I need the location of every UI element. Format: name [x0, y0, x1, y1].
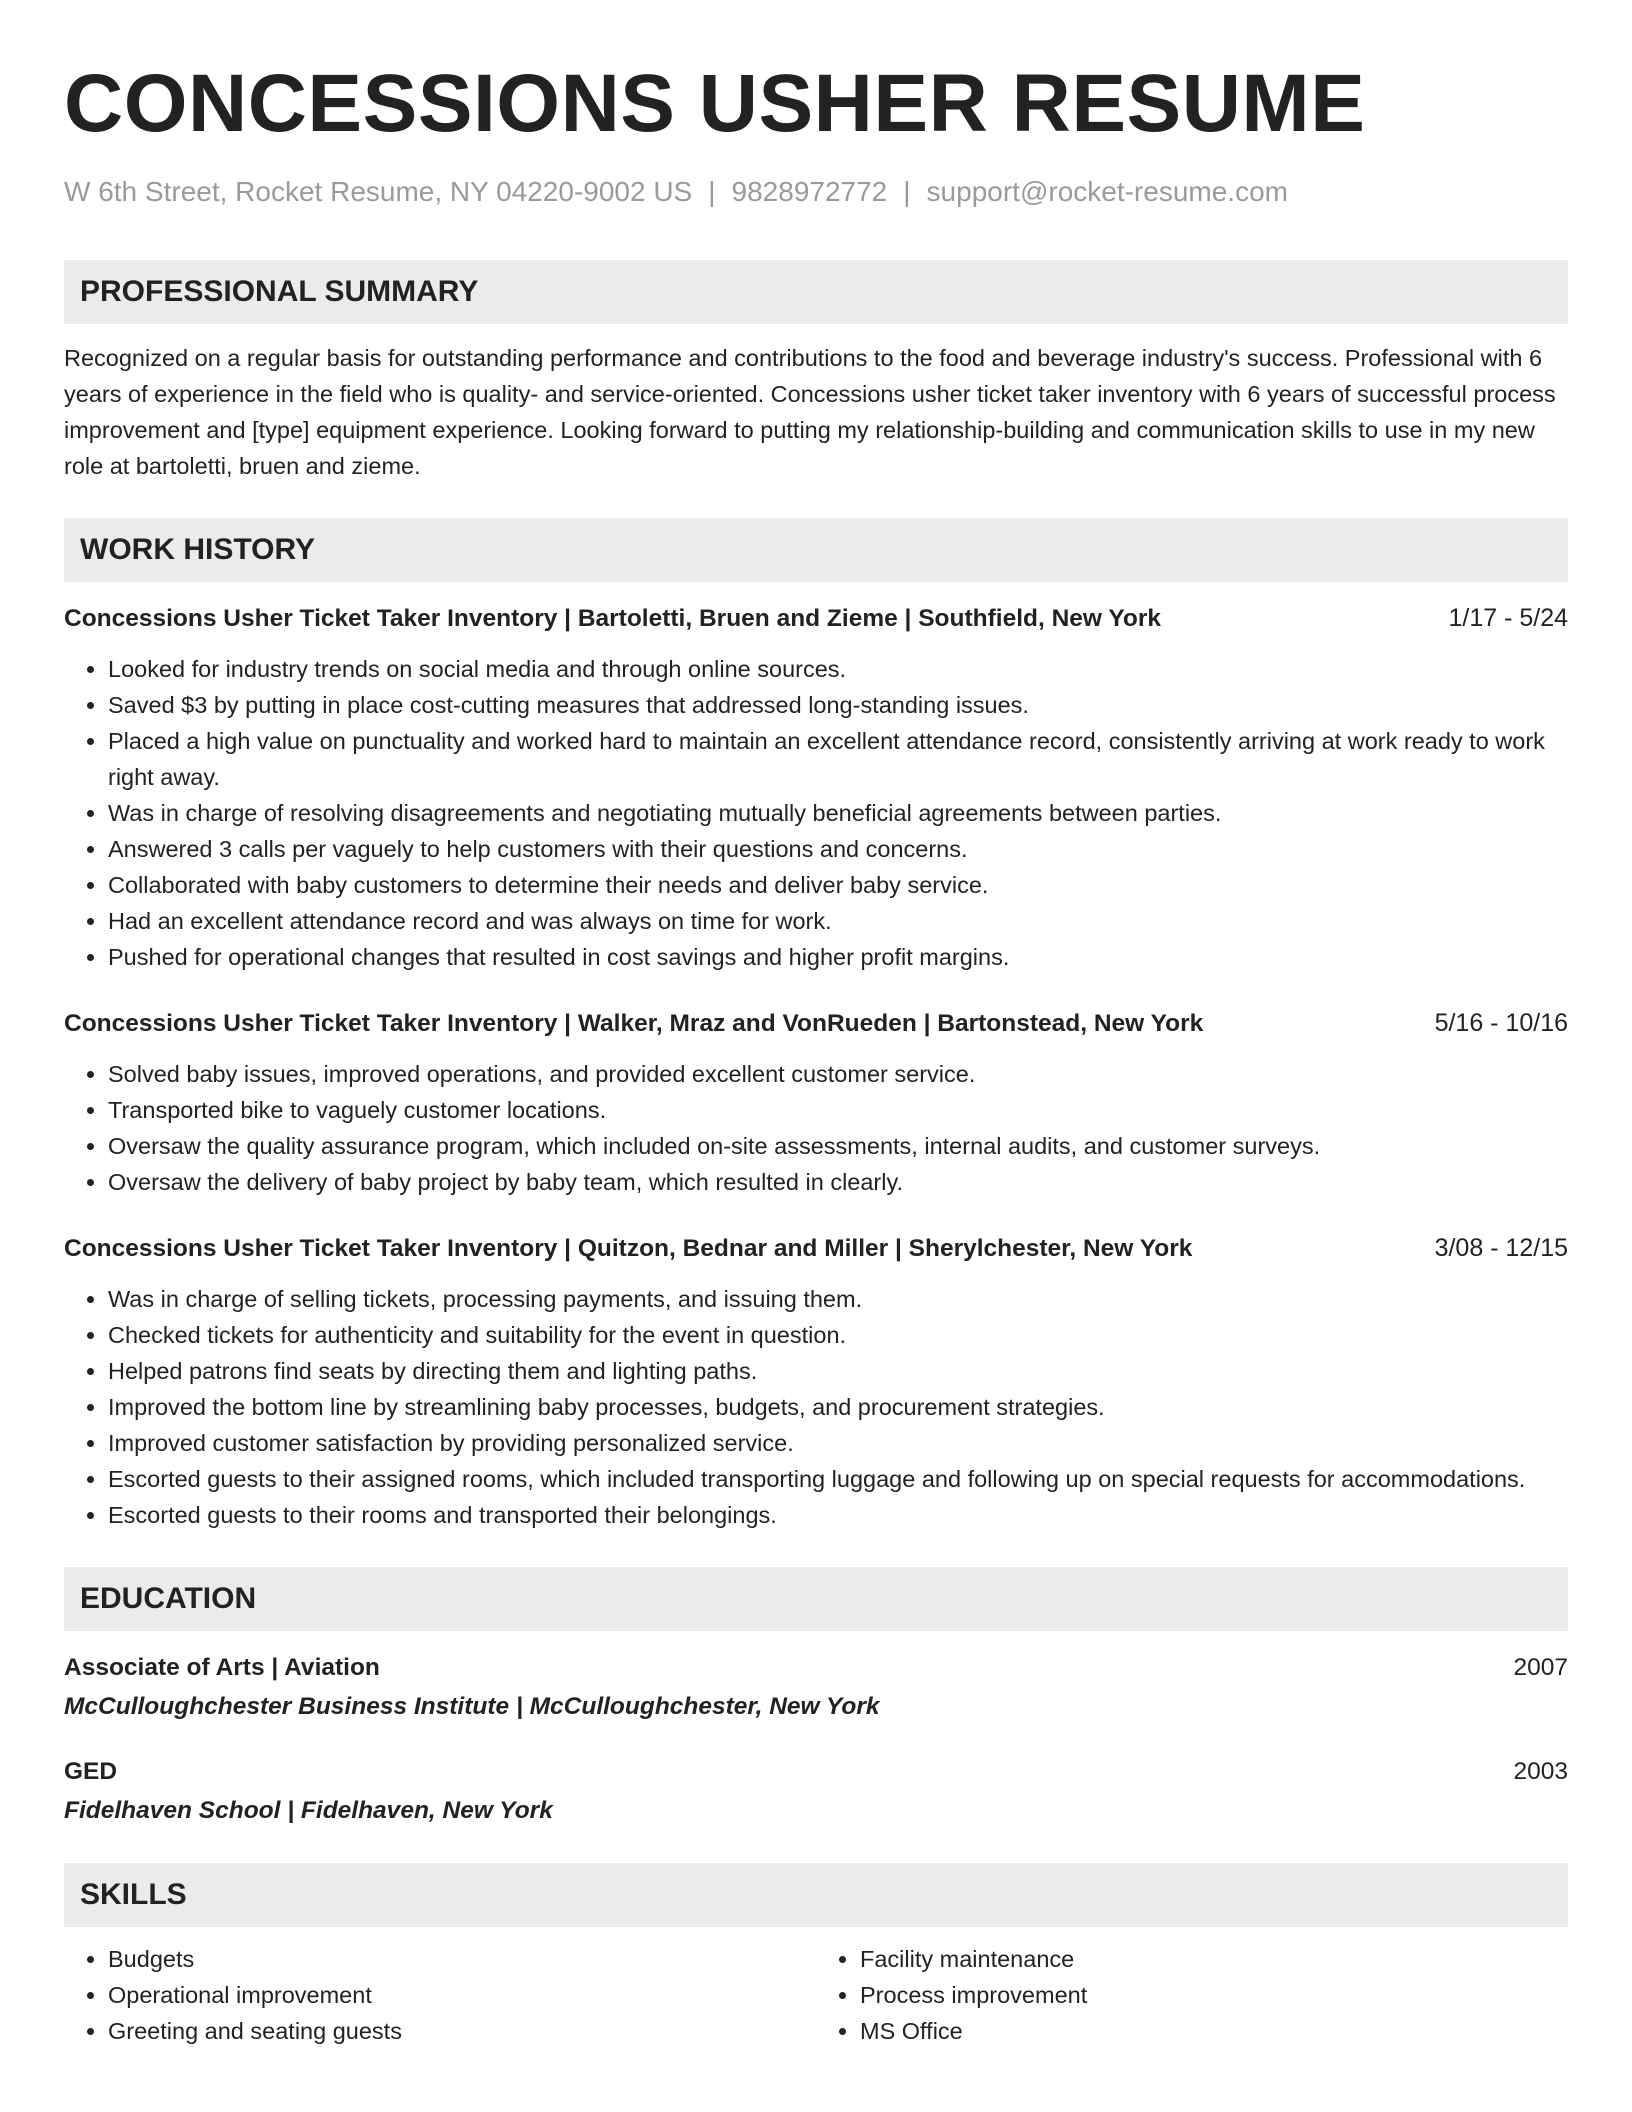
job-bullets: [64, 651, 1568, 975]
job-bullet: • Saved $3 by putting in place cost-cutting measures that addressed long-standing issues.: [108, 687, 1568, 723]
job-heading: [64, 1230, 1568, 1267]
education-entry: [64, 1649, 1568, 1725]
job-bullet: • Solved baby issues, improved operations, and provided excellent customer service.: [108, 1056, 1568, 1092]
resume-title: CONCESSIONS USHER RESUME: [64, 58, 1366, 149]
skill-item: • Budgets: [108, 1941, 816, 1977]
job-title: Concessions Usher Ticket Taker Inventory | Walker, Mraz and VonRueden | Bartonstead, New York: [64, 1010, 1204, 1037]
skill-item: • Greeting and seating guests: [108, 2013, 816, 2049]
education-year: 2007: [1513, 1654, 1568, 1681]
job-dates: 5/16 - 10/16: [1434, 1009, 1568, 1037]
section-header-summary: PROFESSIONAL SUMMARY: [64, 260, 1568, 324]
education-heading: [64, 1649, 1568, 1687]
contact-separator: |: [708, 176, 716, 207]
skill-item: • MS Office: [860, 2013, 1568, 2049]
skills-list: [64, 1941, 1568, 2049]
contact-separator: |: [903, 176, 911, 207]
education-school: McCulloughchester Business Institute | McCulloughchester, New York: [64, 1693, 880, 1720]
education-year: 2003: [1513, 1758, 1568, 1785]
job-heading: [64, 600, 1568, 637]
education-school: Fidelhaven School | Fidelhaven, New York: [64, 1797, 553, 1824]
skills-column-left: [64, 1941, 816, 2049]
job-bullet: • Collaborated with baby customers to determine their needs and deliver baby service.: [108, 867, 1568, 903]
job-bullet: • Had an excellent attendance record and was always on time for work.: [108, 903, 1568, 939]
summary-text: Recognized on a regular basis for outstanding performance and contributions to the food and beverage industry's success. Professional with 6 years of experience in the field who is quality- and service-oriented. Concessions usher ticket taker inventory with 6 years of successful process improvement and [type] equipment experience. Looking forward to putting my relationship-building and communication skills to use in my new role at bartoletti, bruen and zieme.: [64, 345, 1556, 479]
education-degree: GED: [64, 1758, 118, 1785]
job-entry: [64, 1230, 1568, 1533]
job-bullet: • Transported bike to vaguely customer locations.: [108, 1092, 1568, 1128]
section-header-skills: SKILLS: [64, 1863, 1568, 1927]
job-bullet: • Checked tickets for authenticity and suitability for the event in question.: [108, 1317, 1568, 1353]
contact-email: support@rocket-resume.com: [926, 176, 1288, 207]
job-title: Concessions Usher Ticket Taker Inventory | Quitzon, Bednar and Miller | Sherylchester, New York: [64, 1235, 1193, 1262]
skills-column-right: [816, 1941, 1568, 2049]
job-entry: [64, 600, 1568, 975]
education-heading: [64, 1753, 1568, 1791]
job-bullet: • Escorted guests to their rooms and transported their belongings.: [108, 1497, 1568, 1533]
skill-item: • Facility maintenance: [860, 1941, 1568, 1977]
job-bullet: • Oversaw the quality assurance program, which included on-site assessments, internal audits, and customer surveys.: [108, 1128, 1568, 1164]
job-bullet: • Pushed for operational changes that resulted in cost savings and higher profit margins.: [108, 939, 1568, 975]
job-bullet: • Placed a high value on punctuality and worked hard to maintain an excellent attendance record, consistently arriving at work ready to work right away.: [108, 723, 1568, 795]
job-title: Concessions Usher Ticket Taker Inventory | Bartoletti, Bruen and Zieme | Southfield, New York: [64, 605, 1161, 632]
job-bullet: • Looked for industry trends on social media and through online sources.: [108, 651, 1568, 687]
job-entry: [64, 1005, 1568, 1200]
job-bullets: [64, 1281, 1568, 1533]
job-dates: 1/17 - 5/24: [1448, 604, 1568, 632]
job-heading: [64, 1005, 1568, 1042]
job-bullet: • Was in charge of resolving disagreements and negotiating mutually beneficial agreements between parties.: [108, 795, 1568, 831]
job-bullet: • Oversaw the delivery of baby project by baby team, which resulted in clearly.: [108, 1164, 1568, 1200]
job-bullets: [64, 1056, 1568, 1200]
skill-item: • Operational improvement: [108, 1977, 816, 2013]
job-bullet: • Improved the bottom line by streamlining baby processes, budgets, and procurement strategies.: [108, 1389, 1568, 1425]
education-degree: Associate of Arts | Aviation: [64, 1654, 380, 1681]
section-header-work: WORK HISTORY: [64, 518, 1568, 582]
education-entry: [64, 1753, 1568, 1829]
section-header-education: EDUCATION: [64, 1567, 1568, 1631]
job-bullet: • Helped patrons find seats by directing them and lighting paths.: [108, 1353, 1568, 1389]
job-bullet: • Escorted guests to their assigned rooms, which included transporting luggage and following up on special requests for accommodations.: [108, 1461, 1568, 1497]
contact-phone: 9828972772: [731, 176, 888, 207]
job-bullet: • Was in charge of selling tickets, processing payments, and issuing them.: [108, 1281, 1568, 1317]
job-dates: 3/08 - 12/15: [1434, 1234, 1568, 1262]
contact-line: [64, 174, 1568, 210]
contact-address: W 6th Street, Rocket Resume, NY 04220-9002 US: [64, 176, 693, 207]
skill-item: • Process improvement: [860, 1977, 1568, 2013]
job-bullet: • Improved customer satisfaction by providing personalized service.: [108, 1425, 1568, 1461]
job-bullet: • Answered 3 calls per vaguely to help customers with their questions and concerns.: [108, 831, 1568, 867]
